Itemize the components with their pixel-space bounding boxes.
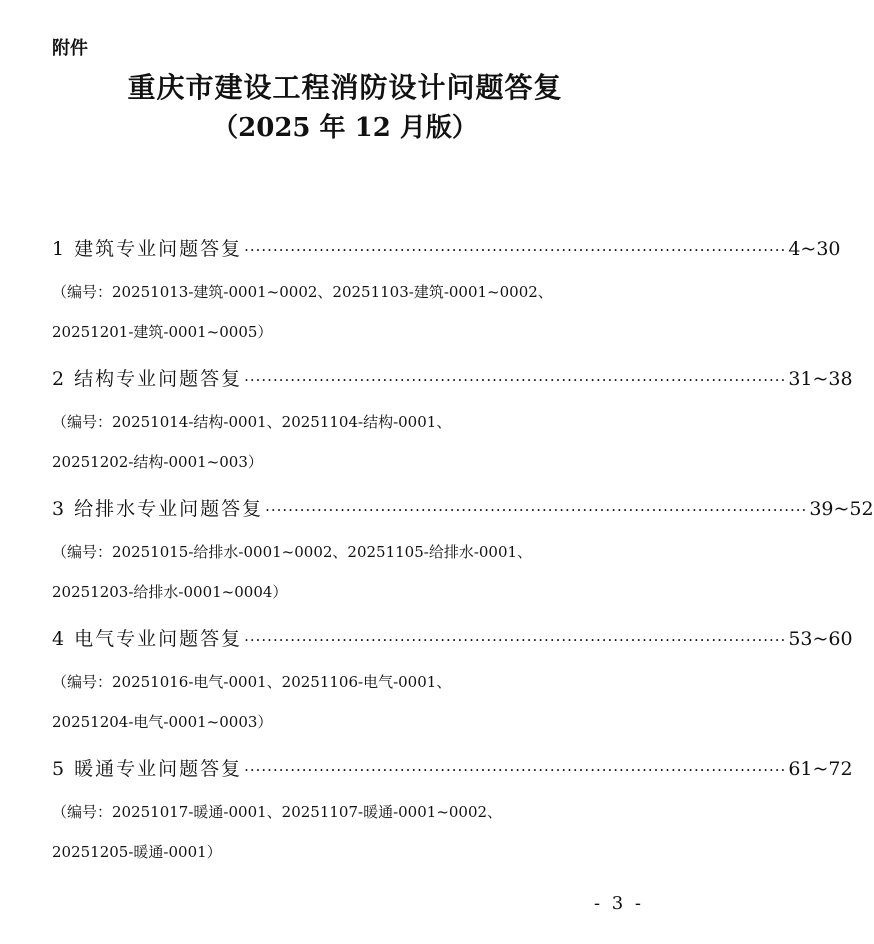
codes-line: 20251204-电气-0001~0003） bbox=[52, 713, 273, 731]
toc-section bbox=[52, 494, 874, 612]
toc-section-codes bbox=[52, 272, 592, 352]
codes-line: 20251201-建筑-0001~0005） bbox=[52, 323, 273, 341]
toc-section-title: 给排水专业问题答复 bbox=[74, 498, 264, 520]
toc-section-codes bbox=[52, 792, 592, 872]
codes-line: （编号：20251016-电气-0001、20251106-电气-0001、 bbox=[52, 673, 452, 691]
toc-page-range: 53~60 bbox=[788, 628, 853, 650]
codes-line: 20251203-给排水-0001~0004） bbox=[52, 583, 288, 601]
codes-line: 20251205-暖通-0001） bbox=[52, 843, 222, 861]
codes-line: （编号：20251017-暖通-0001、20251107-暖通-0001~0002、 bbox=[52, 803, 503, 821]
attachment-label: 附件 bbox=[52, 38, 88, 59]
toc-section bbox=[52, 754, 853, 872]
toc-leader-dots: ······························································································ bbox=[244, 761, 787, 779]
toc-page-range: 4~30 bbox=[788, 238, 841, 260]
toc-page-range: 61~72 bbox=[788, 758, 853, 780]
toc-section-number: 1 bbox=[52, 238, 65, 260]
toc-section bbox=[52, 364, 853, 482]
toc-section-title: 结构专业问题答复 bbox=[74, 368, 243, 390]
toc-entry[interactable] bbox=[52, 494, 874, 524]
toc-leader-dots: ······························································································ bbox=[244, 371, 787, 389]
toc-section bbox=[52, 624, 853, 742]
toc-entry[interactable] bbox=[52, 364, 853, 394]
toc-page-range: 31~38 bbox=[788, 368, 853, 390]
page-number: - 3 - bbox=[593, 893, 644, 914]
codes-line: （编号：20251014-结构-0001、20251104-结构-0001、 bbox=[52, 413, 452, 431]
toc-section-number: 5 bbox=[52, 758, 65, 780]
toc-leader-dots: ······························································································ bbox=[244, 241, 787, 259]
toc-section-title: 暖通专业问题答复 bbox=[74, 758, 243, 780]
document-title: 重庆市建设工程消防设计问题答复 bbox=[127, 71, 563, 104]
toc-section bbox=[52, 234, 841, 352]
toc-entry[interactable] bbox=[52, 234, 841, 264]
toc-entry[interactable] bbox=[52, 754, 853, 784]
toc-section-codes bbox=[52, 402, 592, 482]
toc-entry[interactable] bbox=[52, 624, 853, 654]
toc-section-title: 电气专业问题答复 bbox=[74, 628, 243, 650]
toc-section-codes bbox=[52, 662, 592, 742]
toc-leader-dots: ······························································································ bbox=[244, 631, 787, 649]
toc-section-number: 4 bbox=[52, 628, 65, 650]
codes-line: （编号：20251015-给排水-0001~0002、20251105-给排水-0001、 bbox=[52, 543, 533, 561]
toc-page-range: 39~52 bbox=[809, 498, 874, 520]
toc-section-number: 3 bbox=[52, 498, 65, 520]
toc-section-number: 2 bbox=[52, 368, 65, 390]
toc-leader-dots: ······························································································ bbox=[265, 501, 808, 519]
toc-section-codes bbox=[52, 532, 592, 612]
codes-line: （编号：20251013-建筑-0001~0002、20251103-建筑-0001~0002、 bbox=[52, 283, 553, 301]
toc-section-title: 建筑专业问题答复 bbox=[74, 238, 243, 260]
document-edition: （2025 年 12 月版） bbox=[212, 113, 478, 143]
codes-line: 20251202-结构-0001~003） bbox=[52, 453, 263, 471]
